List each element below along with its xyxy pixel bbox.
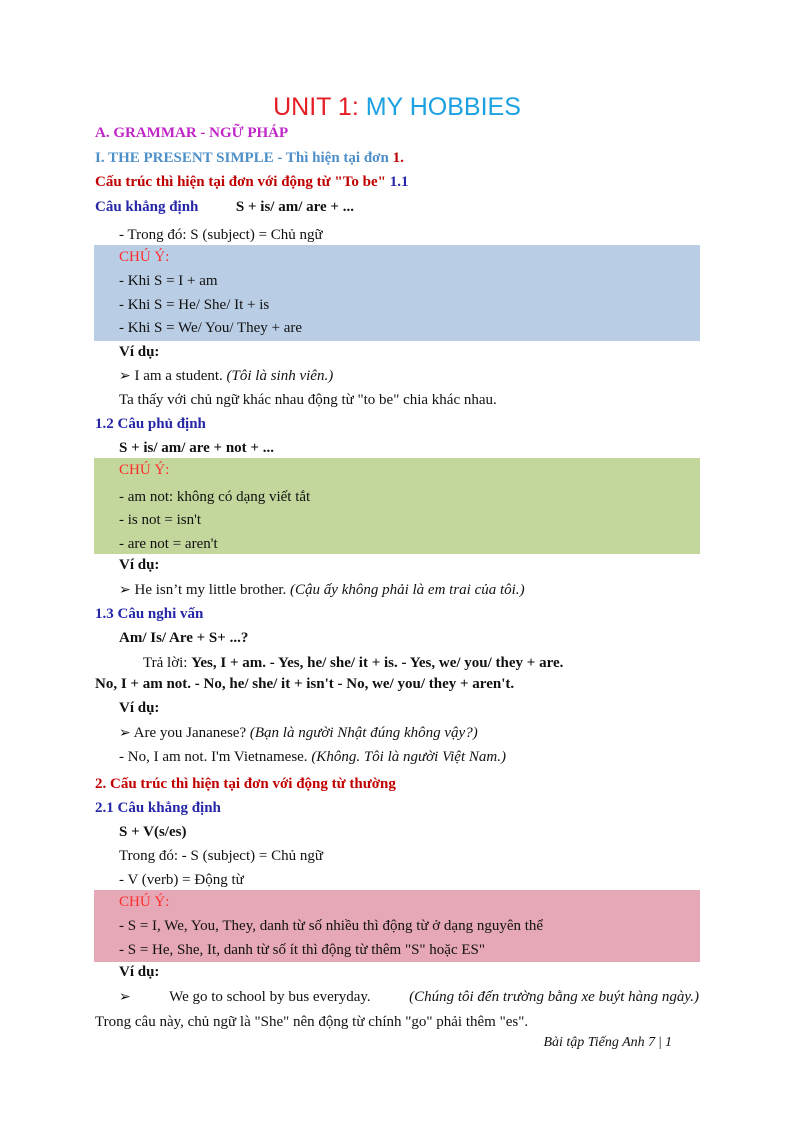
note3-item: - S = I, We, You, They, danh từ số nhiều thì động từ ở dạng nguyên thể: [119, 918, 544, 934]
verb-affirmative-heading: 2.1 Câu khẳng định: [95, 800, 221, 816]
example-1: [119, 366, 333, 386]
example-4-translation: (Chúng tôi đến trường bằng xe buýt hàng ngày.): [409, 989, 699, 1005]
grammar-heading: A. GRAMMAR - NGỮ PHÁP: [95, 125, 289, 141]
subject-note: - Trong đó: S (subject) = Chủ ngữ: [119, 227, 323, 243]
affirmative-formula: S + is/ am/ are + ...: [235, 199, 354, 215]
tobe-heading: [95, 172, 408, 192]
note3-label: CHÚ Ý:: [119, 894, 170, 910]
answer-no: No, I + am not. - No, he/ she/ it + isn't - No, we/ you/ they + aren't.: [95, 676, 515, 692]
present-simple-num: 1.: [392, 150, 404, 166]
example-3-text: Are you Jananese?: [133, 725, 247, 741]
verb-formula: S + V(s/es): [119, 824, 187, 840]
tobe-heading-num: 1.1: [389, 174, 409, 190]
example-2-text: He isn’t my little brother.: [134, 582, 287, 598]
example-label: Ví dụ:: [119, 964, 160, 980]
present-simple-text: I. THE PRESENT SIMPLE - Thì hiện tại đơn: [95, 150, 389, 166]
note3-item: - S = He, She, It, danh từ số ít thì động từ thêm "S" hoặc ES": [119, 942, 485, 958]
note2-item: - are not = aren't: [119, 536, 218, 552]
answer-yes: Yes, I + am. - Yes, he/ she/ it + is. - Yes, we/ you/ they + are.: [191, 655, 564, 671]
verb-verb-line: - V (verb) = Động từ: [119, 872, 244, 888]
tobe-heading-text: Cấu trúc thì hiện tại đơn với động từ "To be": [95, 174, 386, 190]
title-name: MY HOBBIES: [365, 93, 521, 121]
question-formula: Am/ Is/ Are + S+ ...?: [119, 630, 249, 646]
affirmative-label: Câu khẳng định: [95, 199, 199, 215]
page-footer: [543, 1035, 672, 1051]
negative-formula: S + is/ am/ are + not + ...: [119, 440, 274, 456]
note1-item: - Khi S = We/ You/ They + are: [119, 320, 303, 336]
example-3-reply: [119, 747, 506, 767]
note2-item: - am not: không có dạng viết tắt: [119, 489, 311, 505]
example-1-note: Ta thấy với chủ ngữ khác nhau động từ "to be" chia khác nhau.: [119, 392, 497, 408]
question-heading: 1.3 Câu nghi vấn: [95, 606, 204, 622]
footer-separator: |: [658, 1035, 662, 1050]
example-4-note: Trong câu này, chủ ngữ là "She" nên động từ chính "go" phải thêm "es".: [95, 1014, 529, 1030]
example-3-translation: (Bạn là người Nhật đúng không vậy?): [249, 725, 478, 741]
answer-label: Trả lời:: [143, 655, 188, 671]
verb-heading: 2. Cấu trúc thì hiện tại đơn với động từ thường: [95, 776, 396, 792]
arrow-bullet-icon: ➢: [119, 368, 131, 384]
page-title: [0, 91, 794, 123]
page-number: 1: [665, 1035, 672, 1050]
note1-item: - Khi S = I + am: [119, 273, 218, 289]
example-label: Ví dụ:: [119, 700, 160, 716]
example-label: Ví dụ:: [119, 344, 160, 360]
example-1-translation: (Tôi là sinh viên.): [226, 368, 334, 384]
answer-yes-row: [143, 653, 563, 673]
note1-item: - Khi S = He/ She/ It + is: [119, 297, 270, 313]
note2-label: CHÚ Ý:: [119, 462, 170, 478]
example-2: [119, 580, 525, 600]
verb-subject-line: Trong đó: - S (subject) = Chủ ngữ: [119, 848, 323, 864]
arrow-bullet-icon: ➢: [119, 989, 131, 1005]
footer-text: Bài tập Tiếng Anh 7: [543, 1035, 656, 1050]
example-1-text: I am a student.: [134, 368, 223, 384]
title-unit: UNIT 1:: [273, 93, 359, 121]
example-4: [119, 987, 699, 1007]
note1-label: CHÚ Ý:: [119, 249, 170, 265]
present-simple-heading: [95, 148, 404, 168]
affirmative-row: [95, 197, 354, 217]
arrow-bullet-icon: ➢: [119, 725, 131, 741]
example-3-reply-text: - No, I am not. I'm Vietnamese.: [119, 749, 308, 765]
example-label: Ví dụ:: [119, 557, 160, 573]
example-3-reply-translation: (Không. Tôi là người Việt Nam.): [311, 749, 506, 765]
negative-heading: 1.2 Câu phủ định: [95, 416, 206, 432]
arrow-bullet-icon: ➢: [119, 582, 131, 598]
example-2-translation: (Cậu ấy không phải là em trai của tôi.): [290, 582, 525, 598]
example-4-text: We go to school by bus everyday.: [169, 989, 371, 1005]
note2-item: - is not = isn't: [119, 512, 202, 528]
example-3: [119, 723, 478, 743]
